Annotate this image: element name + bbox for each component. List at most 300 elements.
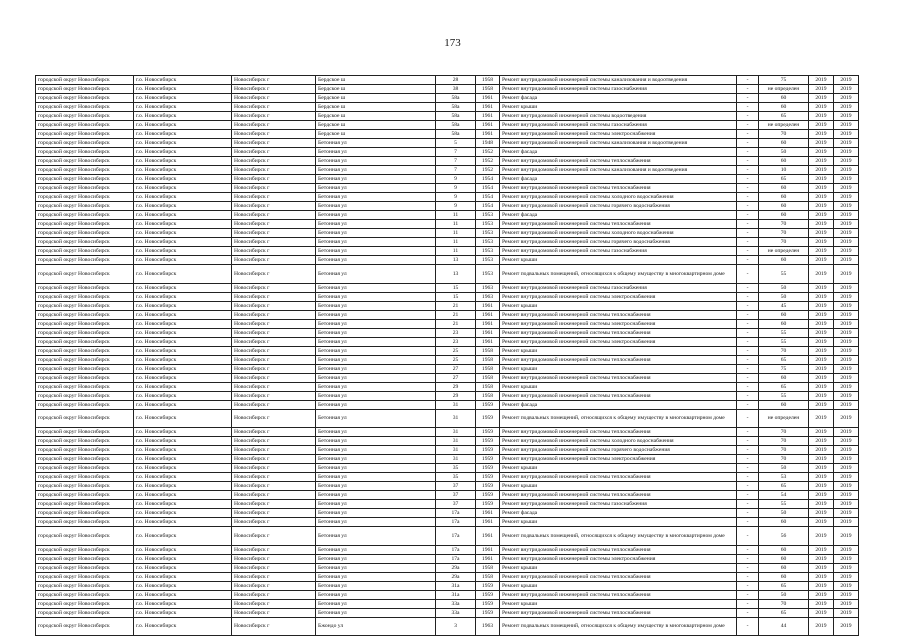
cell-plan-end: 2019 (834, 599, 859, 608)
cell-plan-end: 2019 (834, 527, 859, 546)
table-row (36, 355, 859, 364)
cell-plan-start: 2019 (809, 563, 834, 572)
cell-plan-start: 2019 (809, 328, 834, 337)
cell-work-type: Ремонт внутридомовой инженерной системы теплоснабжения (500, 572, 737, 581)
cell-municipality: городской округ Новосибирск (36, 599, 134, 608)
cell-municipality: городской округ Новосибирск (36, 220, 134, 229)
cell-cost: 70 (759, 220, 809, 229)
cell-cost: 60 (759, 518, 809, 527)
cell-municipality: городской округ Новосибирск (36, 527, 134, 546)
table-row (36, 328, 859, 337)
cell-plan-end: 2019 (834, 184, 859, 193)
table-row (36, 130, 859, 139)
cell-plan-end: 2019 (834, 409, 859, 428)
cell-dash: - (737, 464, 759, 473)
cell-cost: не определен (759, 409, 809, 428)
table-row (36, 364, 859, 373)
cell-dash: - (737, 220, 759, 229)
cell-plan-start: 2019 (809, 310, 834, 319)
cell-house: 7 (436, 148, 476, 157)
cell-house: 27 (436, 364, 476, 373)
cell-street: Бетонная ул (316, 220, 436, 229)
cell-municipality: городской округ Новосибирск (36, 175, 134, 184)
cell-street: Бетонная ул (316, 328, 436, 337)
cell-house: 17а (436, 518, 476, 527)
cell-plan-start: 2019 (809, 428, 834, 437)
cell-locality: Новосибирск г (232, 103, 316, 112)
cell-work-type: Ремонт фасада (500, 211, 737, 220)
cell-district: г.о. Новосибирск (134, 509, 232, 518)
cell-locality: Новосибирск г (232, 437, 316, 446)
cell-plan-end: 2019 (834, 428, 859, 437)
cell-year: 1963 (476, 617, 500, 636)
cell-year: 1958 (476, 382, 500, 391)
cell-district: г.о. Новосибирск (134, 455, 232, 464)
cell-cost: 10 (759, 166, 809, 175)
cell-dash: - (737, 581, 759, 590)
cell-district: г.о. Новосибирск (134, 202, 232, 211)
cell-dash: - (737, 491, 759, 500)
cell-district: г.о. Новосибирск (134, 139, 232, 148)
cell-plan-start: 2019 (809, 473, 834, 482)
cell-district: г.о. Новосибирск (134, 175, 232, 184)
cell-year: 1954 (476, 193, 500, 202)
cell-work-type: Ремонт фасада (500, 400, 737, 409)
cell-locality: Новосибирск г (232, 238, 316, 247)
cell-locality: Новосибирск г (232, 148, 316, 157)
cell-year: 1953 (476, 229, 500, 238)
cell-district: г.о. Новосибирск (134, 518, 232, 527)
cell-district: г.о. Новосибирск (134, 283, 232, 292)
cell-work-type: Ремонт внутридомовой инженерной системы электроснабжения (500, 455, 737, 464)
cell-house: 31 (436, 455, 476, 464)
cell-year: 1959 (476, 590, 500, 599)
cell-locality: Новосибирск г (232, 545, 316, 554)
cell-locality: Новосибирск г (232, 256, 316, 265)
cell-street: Бетонная ул (316, 599, 436, 608)
cell-work-type: Ремонт внутридомовой инженерной системы холодного водоснабжения (500, 229, 737, 238)
cell-plan-end: 2019 (834, 346, 859, 355)
cell-district: г.о. Новосибирск (134, 211, 232, 220)
cell-work-type: Ремонт внутридомовой инженерной системы электроснабжения (500, 319, 737, 328)
cell-plan-end: 2019 (834, 355, 859, 364)
cell-cost: 65 (759, 482, 809, 491)
cell-plan-end: 2019 (834, 202, 859, 211)
cell-year: 1953 (476, 265, 500, 284)
cell-municipality: городской округ Новосибирск (36, 112, 134, 121)
cell-district: г.о. Новосибирск (134, 373, 232, 382)
cell-district: г.о. Новосибирск (134, 617, 232, 636)
cell-street: Бетонная ул (316, 301, 436, 310)
cell-cost: 50 (759, 283, 809, 292)
cell-cost: 65 (759, 581, 809, 590)
cell-locality: Новосибирск г (232, 391, 316, 400)
cell-plan-end: 2019 (834, 112, 859, 121)
cell-district: г.о. Новосибирск (134, 464, 232, 473)
cell-street: Бетонная ул (316, 482, 436, 491)
cell-plan-start: 2019 (809, 256, 834, 265)
cell-year: 1959 (476, 491, 500, 500)
cell-work-type: Ремонт крыши (500, 482, 737, 491)
cell-locality: Новосибирск г (232, 382, 316, 391)
cell-locality: Новосибирск г (232, 355, 316, 364)
cell-plan-start: 2019 (809, 500, 834, 509)
cell-cost: 54 (759, 491, 809, 500)
cell-dash: - (737, 139, 759, 148)
cell-municipality: городской округ Новосибирск (36, 283, 134, 292)
cell-plan-end: 2019 (834, 256, 859, 265)
cell-street: Бердское ш (316, 103, 436, 112)
cell-plan-start: 2019 (809, 617, 834, 636)
cell-street: Бетонная ул (316, 554, 436, 563)
cell-dash: - (737, 590, 759, 599)
cell-year: 1959 (476, 428, 500, 437)
cell-locality: Новосибирск г (232, 590, 316, 599)
cell-plan-start: 2019 (809, 85, 834, 94)
cell-district: г.о. Новосибирск (134, 148, 232, 157)
cell-municipality: городской округ Новосибирск (36, 202, 134, 211)
cell-dash: - (737, 391, 759, 400)
cell-dash: - (737, 292, 759, 301)
cell-work-type: Ремонт внутридомовой инженерной системы газоснабжения (500, 85, 737, 94)
cell-work-type: Ремонт крыши (500, 256, 737, 265)
cell-locality: Новосибирск г (232, 464, 316, 473)
cell-dash: - (737, 599, 759, 608)
cell-plan-end: 2019 (834, 103, 859, 112)
table-row (36, 265, 859, 284)
cell-dash: - (737, 310, 759, 319)
cell-cost: 53 (759, 473, 809, 482)
cell-house: 28 (436, 76, 476, 85)
cell-house: 29 (436, 382, 476, 391)
cell-cost: 65 (759, 382, 809, 391)
table-row (36, 256, 859, 265)
cell-locality: Новосибирск г (232, 265, 316, 284)
cell-locality: Новосибирск г (232, 572, 316, 581)
cell-work-type: Ремонт внутридомовой инженерной системы теплоснабжения (500, 491, 737, 500)
cell-municipality: городской округ Новосибирск (36, 590, 134, 599)
cell-house: 15 (436, 283, 476, 292)
cell-cost: 45 (759, 301, 809, 310)
cell-year: 1954 (476, 184, 500, 193)
cell-plan-end: 2019 (834, 193, 859, 202)
table-row (36, 148, 859, 157)
table-row (36, 581, 859, 590)
cell-plan-end: 2019 (834, 400, 859, 409)
cell-house: 31 (436, 428, 476, 437)
cell-year: 1959 (476, 409, 500, 428)
cell-district: г.о. Новосибирск (134, 581, 232, 590)
cell-municipality: городской округ Новосибирск (36, 301, 134, 310)
cell-district: г.о. Новосибирск (134, 337, 232, 346)
cell-locality: Новосибирск г (232, 247, 316, 256)
cell-plan-end: 2019 (834, 166, 859, 175)
cell-district: г.о. Новосибирск (134, 310, 232, 319)
cell-house: 37 (436, 491, 476, 500)
cell-plan-end: 2019 (834, 500, 859, 509)
cell-cost: 60 (759, 202, 809, 211)
cell-street: Бетонная ул (316, 527, 436, 546)
cell-district: г.о. Новосибирск (134, 328, 232, 337)
cell-plan-end: 2019 (834, 247, 859, 256)
cell-cost: 50 (759, 590, 809, 599)
cell-plan-start: 2019 (809, 337, 834, 346)
cell-municipality: городской округ Новосибирск (36, 193, 134, 202)
cell-work-type: Ремонт внутридомовой инженерной системы теплоснабжения (500, 428, 737, 437)
table-row (36, 184, 859, 193)
cell-municipality: городской округ Новосибирск (36, 292, 134, 301)
cell-year: 1959 (476, 473, 500, 482)
cell-dash: - (737, 85, 759, 94)
cell-locality: Новосибирск г (232, 184, 316, 193)
cell-street: Бетонная ул (316, 157, 436, 166)
cell-year: 1959 (476, 464, 500, 473)
cell-house: 33а (436, 608, 476, 617)
capital-repair-table (35, 75, 859, 636)
cell-plan-end: 2019 (834, 265, 859, 284)
cell-year: 1963 (476, 292, 500, 301)
cell-locality: Новосибирск г (232, 491, 316, 500)
cell-dash: - (737, 455, 759, 464)
cell-cost: 44 (759, 617, 809, 636)
cell-dash: - (737, 400, 759, 409)
cell-locality: Новосибирск г (232, 509, 316, 518)
cell-house: 31 (436, 446, 476, 455)
cell-street: Бетонная ул (316, 238, 436, 247)
cell-plan-start: 2019 (809, 184, 834, 193)
cell-plan-end: 2019 (834, 473, 859, 482)
cell-cost: 55 (759, 391, 809, 400)
cell-plan-start: 2019 (809, 527, 834, 546)
cell-plan-start: 2019 (809, 373, 834, 382)
table-row (36, 76, 859, 85)
cell-dash: - (737, 301, 759, 310)
cell-street: Бетонная ул (316, 428, 436, 437)
table-body (36, 76, 859, 636)
cell-work-type: Ремонт внутридомовой инженерной системы теплоснабжения (500, 310, 737, 319)
cell-work-type: Ремонт внутридомовой инженерной системы теплоснабжения (500, 545, 737, 554)
table-row (36, 292, 859, 301)
cell-plan-end: 2019 (834, 364, 859, 373)
cell-dash: - (737, 346, 759, 355)
cell-house: 37 (436, 500, 476, 509)
cell-municipality: городской округ Новосибирск (36, 563, 134, 572)
cell-work-type: Ремонт крыши (500, 518, 737, 527)
table-row (36, 437, 859, 446)
cell-dash: - (737, 527, 759, 546)
cell-municipality: городской округ Новосибирск (36, 94, 134, 103)
cell-house: 11 (436, 247, 476, 256)
cell-year: 1961 (476, 94, 500, 103)
cell-district: г.о. Новосибирск (134, 166, 232, 175)
cell-cost: 70 (759, 428, 809, 437)
cell-house: 11 (436, 211, 476, 220)
cell-street: Бетонная ул (316, 310, 436, 319)
cell-locality: Новосибирск г (232, 482, 316, 491)
cell-dash: - (737, 166, 759, 175)
cell-plan-start: 2019 (809, 599, 834, 608)
cell-year: 1958 (476, 355, 500, 364)
cell-street: Бетонная ул (316, 563, 436, 572)
cell-street: Бетонная ул (316, 590, 436, 599)
cell-district: г.о. Новосибирск (134, 319, 232, 328)
cell-dash: - (737, 545, 759, 554)
cell-municipality: городской округ Новосибирск (36, 572, 134, 581)
cell-work-type: Ремонт внутридомовой инженерной системы теплоснабжения (500, 590, 737, 599)
cell-house: 31 (436, 400, 476, 409)
cell-plan-start: 2019 (809, 437, 834, 446)
cell-municipality: городской округ Новосибирск (36, 545, 134, 554)
cell-locality: Новосибирск г (232, 599, 316, 608)
cell-house: 25 (436, 346, 476, 355)
cell-work-type: Ремонт внутридомовой инженерной системы теплоснабжения (500, 184, 737, 193)
cell-year: 1953 (476, 247, 500, 256)
cell-work-type: Ремонт внутридомовой инженерной системы холодного водоснабжения (500, 437, 737, 446)
cell-plan-end: 2019 (834, 581, 859, 590)
cell-plan-end: 2019 (834, 608, 859, 617)
cell-street: Бетонная ул (316, 202, 436, 211)
cell-district: г.о. Новосибирск (134, 608, 232, 617)
cell-plan-end: 2019 (834, 455, 859, 464)
cell-house: 9 (436, 193, 476, 202)
cell-house: 17а (436, 527, 476, 546)
cell-district: г.о. Новосибирск (134, 428, 232, 437)
cell-plan-start: 2019 (809, 94, 834, 103)
cell-work-type: Ремонт крыши (500, 301, 737, 310)
cell-district: г.о. Новосибирск (134, 157, 232, 166)
cell-work-type: Ремонт крыши (500, 103, 737, 112)
cell-house: 58а (436, 130, 476, 139)
cell-street: Бердское ш (316, 121, 436, 130)
cell-house: 3 (436, 617, 476, 636)
cell-cost: 70 (759, 130, 809, 139)
cell-municipality: городской округ Новосибирск (36, 455, 134, 464)
cell-plan-start: 2019 (809, 148, 834, 157)
cell-plan-start: 2019 (809, 175, 834, 184)
cell-locality: Новосибирск г (232, 473, 316, 482)
cell-work-type: Ремонт подвальных помещений, относящихся к общему имуществу в многоквартирном доме (500, 409, 737, 428)
cell-dash: - (737, 211, 759, 220)
cell-street: Бетонная ул (316, 382, 436, 391)
cell-municipality: городской округ Новосибирск (36, 337, 134, 346)
cell-cost: 60 (759, 139, 809, 148)
cell-year: 1954 (476, 175, 500, 184)
cell-street: Бетонная ул (316, 193, 436, 202)
cell-municipality: городской округ Новосибирск (36, 121, 134, 130)
cell-plan-end: 2019 (834, 139, 859, 148)
cell-work-type: Ремонт внутридомовой инженерной системы холодного водоснабжения (500, 193, 737, 202)
cell-street: Бетонная ул (316, 400, 436, 409)
cell-locality: Новосибирск г (232, 328, 316, 337)
cell-street: Бетонная ул (316, 464, 436, 473)
cell-year: 1961 (476, 337, 500, 346)
cell-plan-start: 2019 (809, 220, 834, 229)
cell-house: 35 (436, 473, 476, 482)
cell-year: 1958 (476, 364, 500, 373)
table-row (36, 139, 859, 148)
cell-cost: 75 (759, 76, 809, 85)
cell-dash: - (737, 247, 759, 256)
cell-house: 11 (436, 238, 476, 247)
table-row (36, 211, 859, 220)
cell-dash: - (737, 554, 759, 563)
table-row (36, 554, 859, 563)
cell-street: Бетонная ул (316, 572, 436, 581)
cell-year: 1958 (476, 373, 500, 382)
cell-municipality: городской округ Новосибирск (36, 328, 134, 337)
cell-street: Бердское ш (316, 85, 436, 94)
cell-cost: 60 (759, 400, 809, 409)
table-row (36, 491, 859, 500)
cell-year: 1952 (476, 148, 500, 157)
cell-plan-start: 2019 (809, 518, 834, 527)
cell-dash: - (737, 256, 759, 265)
cell-house: 38 (436, 85, 476, 94)
cell-house: 15 (436, 292, 476, 301)
cell-plan-end: 2019 (834, 85, 859, 94)
cell-plan-end: 2019 (834, 572, 859, 581)
cell-municipality: городской округ Новосибирск (36, 184, 134, 193)
cell-plan-end: 2019 (834, 509, 859, 518)
table-row (36, 166, 859, 175)
cell-plan-start: 2019 (809, 301, 834, 310)
cell-plan-start: 2019 (809, 265, 834, 284)
cell-dash: - (737, 130, 759, 139)
cell-plan-start: 2019 (809, 400, 834, 409)
cell-plan-start: 2019 (809, 112, 834, 121)
cell-cost: 50 (759, 509, 809, 518)
cell-year: 1961 (476, 112, 500, 121)
cell-house: 31а (436, 581, 476, 590)
cell-work-type: Ремонт крыши (500, 464, 737, 473)
cell-plan-end: 2019 (834, 301, 859, 310)
page-number: 173 (444, 37, 461, 49)
cell-plan-end: 2019 (834, 94, 859, 103)
cell-house: 7 (436, 157, 476, 166)
cell-dash: - (737, 355, 759, 364)
cell-house: 29а (436, 563, 476, 572)
cell-year: 1959 (476, 608, 500, 617)
cell-municipality: городской округ Новосибирск (36, 319, 134, 328)
cell-street: Бетонная ул (316, 446, 436, 455)
table-row (36, 500, 859, 509)
cell-work-type: Ремонт крыши (500, 364, 737, 373)
table-row (36, 238, 859, 247)
cell-street: Бетонная ул (316, 491, 436, 500)
cell-plan-end: 2019 (834, 617, 859, 636)
cell-dash: - (737, 265, 759, 284)
cell-municipality: городской округ Новосибирск (36, 103, 134, 112)
cell-house: 17а (436, 545, 476, 554)
cell-plan-end: 2019 (834, 590, 859, 599)
cell-street: Бетонная ул (316, 256, 436, 265)
cell-year: 1961 (476, 509, 500, 518)
cell-plan-start: 2019 (809, 608, 834, 617)
table-row (36, 428, 859, 437)
cell-locality: Новосибирск г (232, 112, 316, 121)
table-row (36, 563, 859, 572)
cell-plan-end: 2019 (834, 518, 859, 527)
cell-cost: 70 (759, 229, 809, 238)
cell-cost: 60 (759, 94, 809, 103)
table-row (36, 310, 859, 319)
cell-plan-start: 2019 (809, 211, 834, 220)
table-row (36, 509, 859, 518)
cell-dash: - (737, 364, 759, 373)
cell-year: 1959 (476, 581, 500, 590)
cell-municipality: городской округ Новосибирск (36, 464, 134, 473)
cell-locality: Новосибирск г (232, 130, 316, 139)
